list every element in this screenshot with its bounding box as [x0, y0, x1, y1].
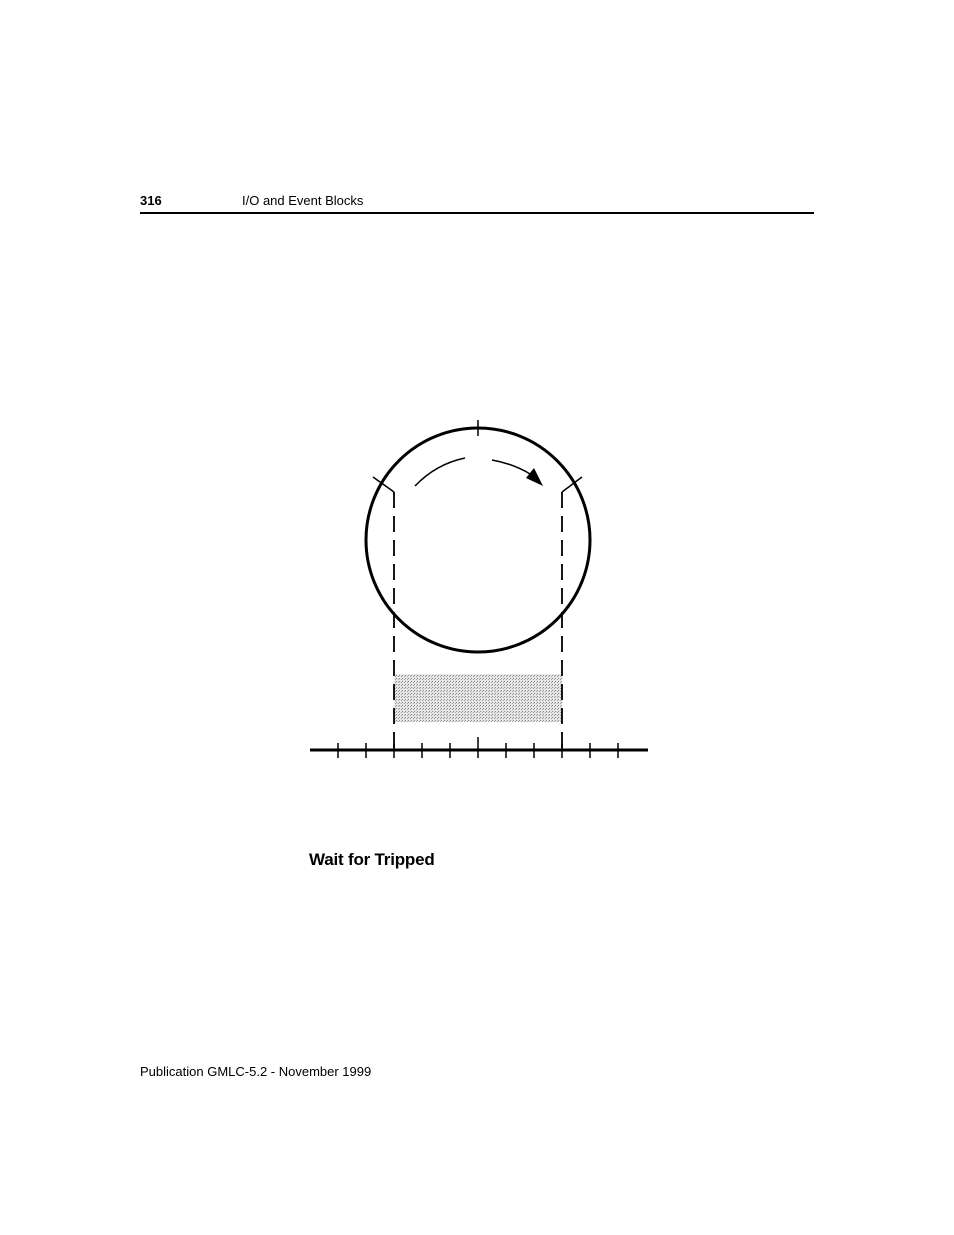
section-heading: Wait for Tripped	[309, 850, 435, 869]
page-header	[140, 192, 814, 214]
page-number: 316	[140, 193, 162, 208]
publication-footer: Publication GMLC-5.2 - November 1999	[140, 1064, 372, 1079]
axis-ticks	[338, 737, 618, 758]
rotary-window-diagram	[300, 410, 660, 770]
rotary-axis-circle	[366, 428, 590, 652]
shaded-window-region	[394, 674, 562, 722]
rotation-arc-left	[415, 458, 465, 486]
running-title: I/O and Event Blocks	[242, 193, 364, 208]
rotation-arc-right	[492, 460, 530, 474]
arrow-icon	[526, 468, 543, 486]
